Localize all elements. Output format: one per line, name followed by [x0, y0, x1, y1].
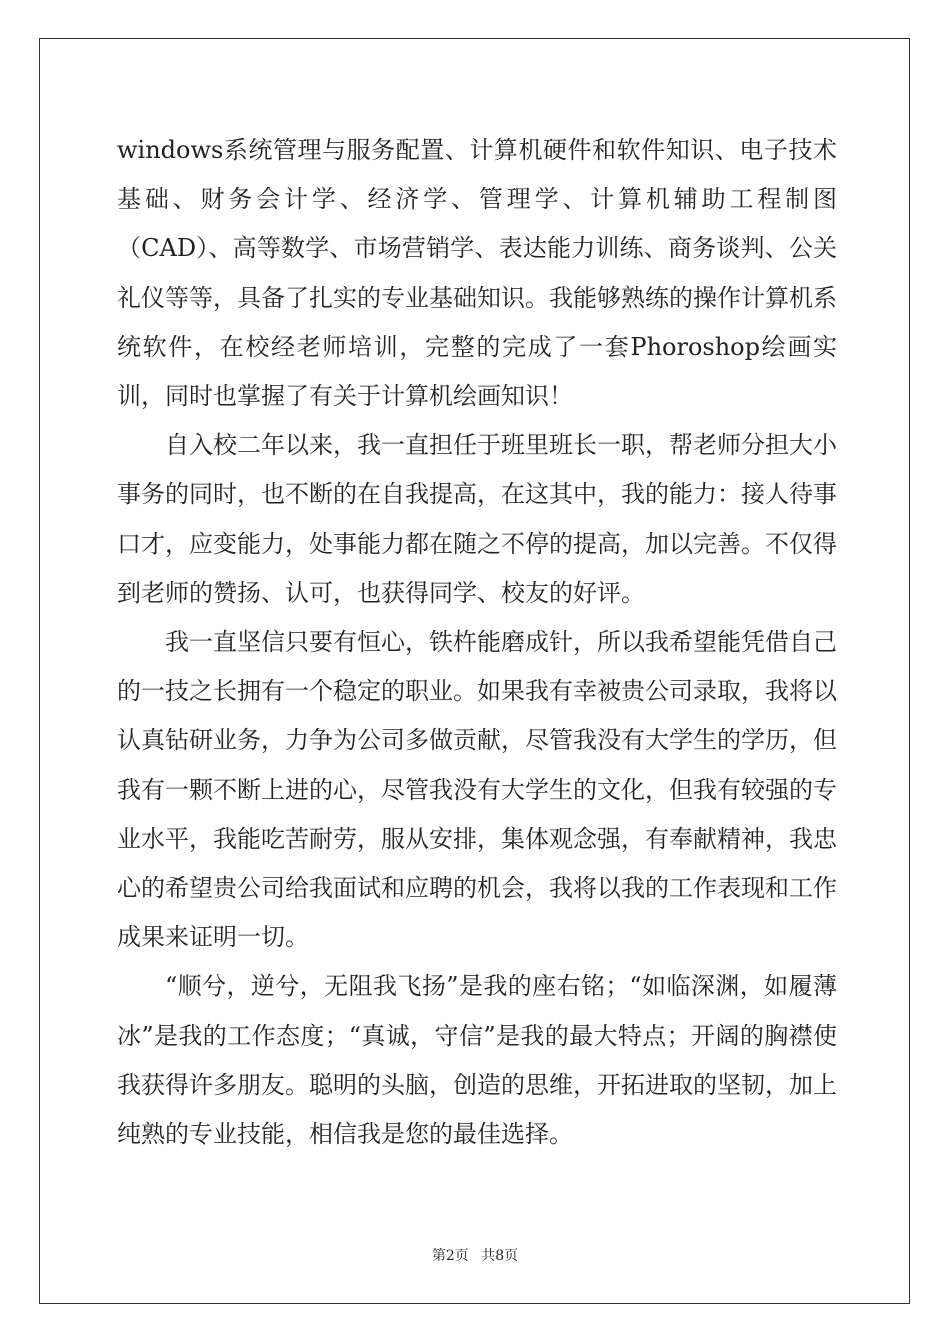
page-footer [0, 1245, 950, 1265]
paragraph-continued: windows系统管理与服务配置、计算机硬件和软件知识、电子技术基础、财务会计学、经济学、管理学、计算机辅助工程制图（CAD）、高等数学、市场营销学、表达能力训练、商务谈判、公关礼仪等等，具备了扎实的专业基础知识。我能够熟练的操作计算机系统软件，在校经老师培训，完整的完成了一套Phoroshop绘画实训，同时也掌握了有关于计算机绘画知识！ [117, 136, 837, 411]
document-body [117, 126, 837, 1159]
page-number: 第2页 [431, 1248, 469, 1264]
paragraph-class-monitor: 自入校二年以来，我一直担任于班里班长一职，帮老师分担大小事务的同时，也不断的在自我提高，在这其中，我的能力：接人待事口才，应变能力，处事能力都在随之不停的提高，加以完善。不仅得到老师的赞扬、认可，也获得同学、校友的好评。 [117, 431, 837, 607]
page-total: 共8页 [481, 1248, 519, 1264]
paragraph-motto: “顺兮，逆兮，无阻我飞扬”是我的座右铭；“如临深渊，如履薄冰”是我的工作态度；“真诚，守信”是我的最大特点；开阔的胸襟使我获得许多朋友。聪明的头脑，创造的思维，开拓进取的坚韧，加上纯熟的专业技能，相信我是您的最佳选择。 [117, 972, 837, 1149]
paragraph-career-goal: 我一直坚信只要有恒心，铁杵能磨成针，所以我希望能凭借自己的一技之长拥有一个稳定的职业。如果我有幸被贵公司录取，我将以认真钻研业务，力争为公司多做贡献，尽管我没有大学生的学历，但我有一颗不断上进的心，尽管我没有大学生的文化，但我有较强的专业水平，我能吃苦耐劳，服从安排，集体观念强，有奉献精神，我忠心的希望贵公司给我面试和应聘的机会，我将以我的工作表现和工作成果来证明一切。 [117, 628, 837, 952]
